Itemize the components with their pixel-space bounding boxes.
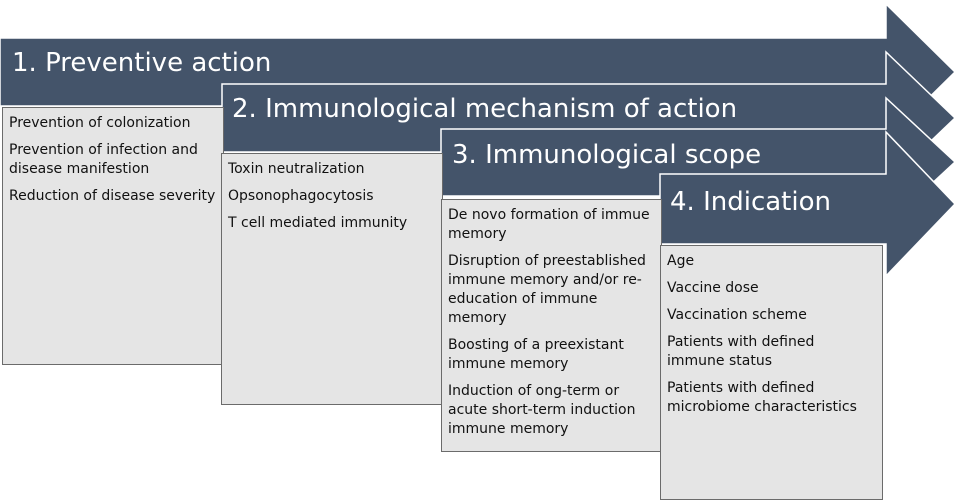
stage-3-title: 3. Immunological scope [452,140,762,170]
stage-2-item: Toxin neutralization [228,161,365,177]
stage-4-box [660,245,883,500]
stage-4-item: Vaccine dose [667,280,759,296]
stage-2-item-list [228,160,436,233]
stage-1-item: Prevention of colonization [9,115,191,131]
stage-2-title: 2. Immunological mechanism of action [232,94,738,124]
stage-4-item: Age [667,253,695,269]
stage-1-item: Reduction of disease severity [9,188,216,204]
stage-3-item: Disruption of preestablished immune memory and/or re-education of immune memory [448,253,646,326]
stage-1-item-list [9,114,217,206]
stage-1-title: 1. Preventive action [12,48,272,78]
stage-4-item: Vaccination scheme [667,307,807,323]
stage-2-item: T cell mediated immunity [228,215,408,231]
stage-3-box [441,199,662,452]
stage-3-item: De novo formation of immue memory [448,207,650,242]
stage-4-item-list [667,252,876,417]
stage-3-item: Boosting of a preexistant immune memory [448,337,624,372]
stage-3-item-list [448,206,657,439]
stage-2-box [221,153,443,405]
stage-2-item: Opsonophagocytosis [228,188,374,204]
stage-4-item: Patients with defined microbiome characteristics [667,380,857,415]
stage-3-item: Induction of ong-term or acute short-term induction immune memory [448,383,636,437]
stage-1-box [2,107,224,365]
stage-1-item: Prevention of infection and disease manifestion [9,142,198,177]
stage-4-item: Patients with defined immune status [667,334,815,369]
stage-4-title: 4. Indication [670,187,831,217]
